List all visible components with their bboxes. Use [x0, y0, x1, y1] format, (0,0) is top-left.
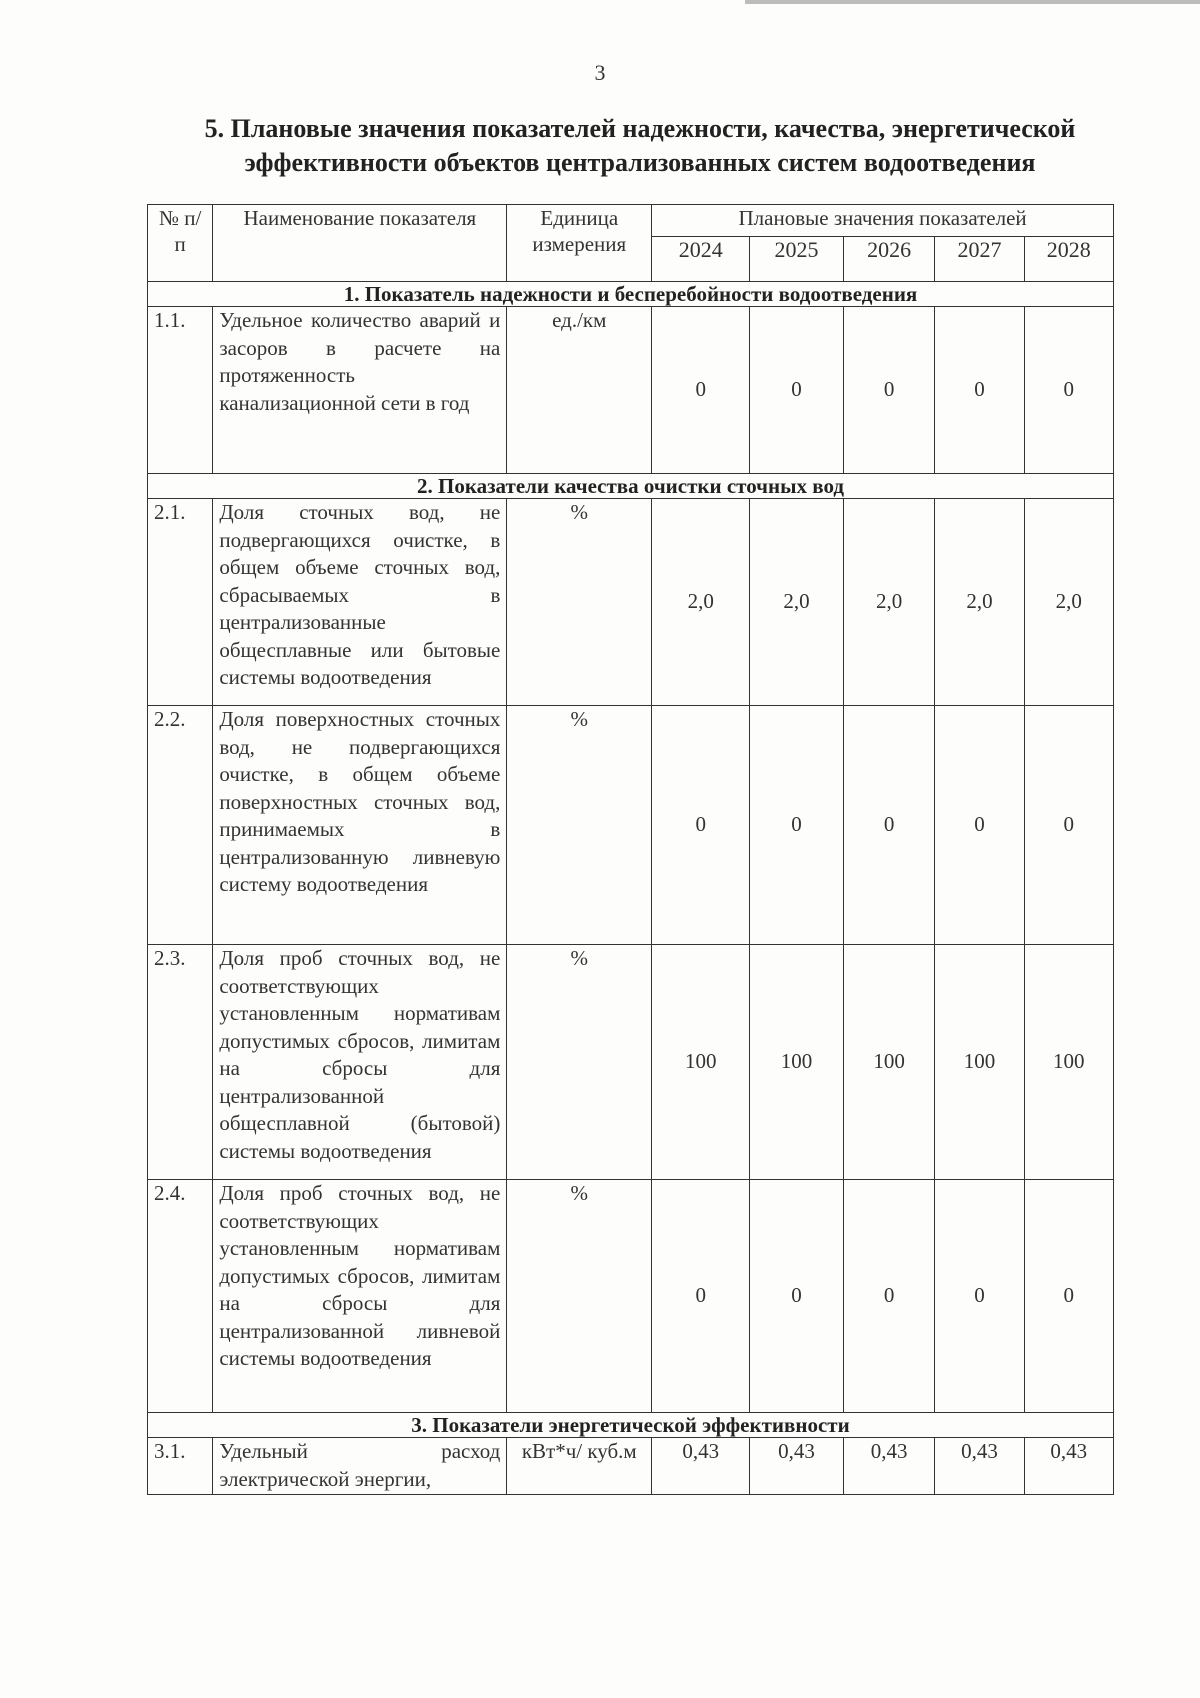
section-title: 1. Показатель надежности и бесперебойности водоотведения — [148, 282, 1114, 307]
planned-value: 0 — [750, 307, 844, 474]
planned-value: 0,43 — [843, 1438, 934, 1495]
planned-value: 100 — [935, 945, 1024, 1180]
planned-value: 100 — [843, 945, 934, 1180]
indicator-name: Удельный расход электрической энергии, — [213, 1438, 507, 1495]
unit-of-measure: % — [507, 945, 652, 1180]
table-row — [148, 307, 1114, 474]
planned-value: 0 — [843, 706, 934, 945]
indicator-name: Доля проб сточных вод, не соответствующих установленным нормативам допустимых сбросов, лимитам на сбросы для централизованной общесплавной (бытовой) системы водоотведения — [213, 945, 507, 1180]
planned-value: 2,0 — [843, 499, 934, 706]
row-number: 2.1. — [148, 499, 213, 706]
page-title-line-2: эффективности объектов централизованных систем водоотведения — [244, 148, 1036, 177]
section-title-row — [148, 1413, 1114, 1438]
page-title-line-1: 5. Плановые значения показателей надежности, качества, энергетической — [204, 114, 1076, 143]
header-num-cell: № п/п — [148, 205, 213, 282]
header-year-cell: 2027 — [935, 236, 1024, 282]
table-row — [148, 706, 1114, 945]
planned-value: 0 — [935, 706, 1024, 945]
table-header-row-1 — [148, 205, 1114, 237]
indicator-name: Доля сточных вод, не подвергающихся очистке, в общем объеме сточных вод, сбрасываемых в централизованные общесплавные или бытовые системы водоотведения — [213, 499, 507, 706]
planned-value: 0,43 — [750, 1438, 844, 1495]
row-number: 2.2. — [148, 706, 213, 945]
planned-value: 2,0 — [652, 499, 750, 706]
section-title-row — [148, 282, 1114, 307]
table-row — [148, 1438, 1114, 1495]
table-row — [148, 499, 1114, 706]
unit-of-measure: кВт*ч/ куб.м — [507, 1438, 652, 1495]
row-number: 2.3. — [148, 945, 213, 1180]
header-year-cell: 2025 — [750, 236, 844, 282]
planned-value: 0 — [750, 706, 844, 945]
section-title: 3. Показатели энергетической эффективности — [148, 1413, 1114, 1438]
indicator-name: Удельное количество аварий и засоров в расчете на протяженность канализационной сети в год — [213, 307, 507, 474]
indicators-table — [147, 204, 1114, 1495]
section-title-row — [148, 474, 1114, 499]
planned-value: 0,43 — [935, 1438, 1024, 1495]
scan-edge-line — [745, 0, 1200, 4]
planned-value: 100 — [1024, 945, 1113, 1180]
planned-value: 0,43 — [652, 1438, 750, 1495]
page-number: 3 — [594, 60, 606, 85]
page-title — [140, 112, 1140, 180]
planned-value: 0,43 — [1024, 1438, 1113, 1495]
planned-value: 2,0 — [750, 499, 844, 706]
table-row — [148, 945, 1114, 1180]
row-number: 3.1. — [148, 1438, 213, 1495]
planned-value: 0 — [652, 706, 750, 945]
unit-of-measure: ед./км — [507, 307, 652, 474]
table-row — [148, 1180, 1114, 1413]
planned-value: 100 — [750, 945, 844, 1180]
unit-of-measure: % — [507, 706, 652, 945]
row-number: 2.4. — [148, 1180, 213, 1413]
planned-value: 2,0 — [1024, 499, 1113, 706]
planned-value: 0 — [935, 307, 1024, 474]
planned-value: 0 — [1024, 1180, 1113, 1413]
planned-value: 0 — [935, 1180, 1024, 1413]
header-year-cell: 2028 — [1024, 236, 1113, 282]
row-number: 1.1. — [148, 307, 213, 474]
indicator-name: Доля проб сточных вод, не соответствующих установленным нормативам допустимых сбросов, лимитам на сбросы для централизованной ливневой системы водоотведения — [213, 1180, 507, 1413]
planned-value: 0 — [750, 1180, 844, 1413]
indicator-name: Доля поверхностных сточных вод, не подвергающихся очистке, в общем объеме поверхностных сточных вод, принимаемых в централизованную ливневую систему водоотведения — [213, 706, 507, 945]
planned-value: 0 — [843, 307, 934, 474]
planned-value: 0 — [1024, 307, 1113, 474]
unit-of-measure: % — [507, 499, 652, 706]
planned-value: 0 — [1024, 706, 1113, 945]
section-title: 2. Показатели качества очистки сточных вод — [148, 474, 1114, 499]
planned-value: 0 — [843, 1180, 934, 1413]
planned-value: 2,0 — [935, 499, 1024, 706]
planned-value: 0 — [652, 307, 750, 474]
unit-of-measure: % — [507, 1180, 652, 1413]
planned-value: 100 — [652, 945, 750, 1180]
header-name-cell: Наименование показателя — [213, 205, 507, 282]
header-plan-cell: Плановые значения показателей — [652, 205, 1114, 237]
header-year-cell: 2026 — [843, 236, 934, 282]
header-year-cell: 2024 — [652, 236, 750, 282]
header-unit-cell: Единица измерения — [507, 205, 652, 282]
planned-value: 0 — [652, 1180, 750, 1413]
